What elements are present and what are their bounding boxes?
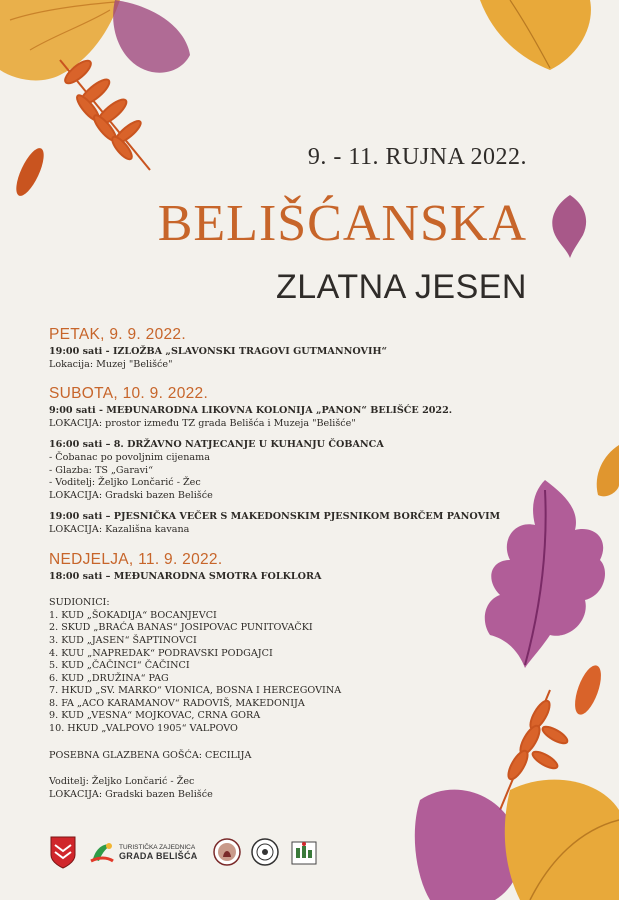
participant-item: 8. FA „ACO KARAMANOV“ RADOVIŠ, MAKEDONIJA	[49, 697, 305, 709]
event-detail: - Glazba: TS „Garavi“	[49, 464, 154, 476]
city-coat-of-arms-icon	[49, 835, 77, 869]
participant-item: 9. KUD „VESNA“ MOJKOVAC, CRNA GORA	[49, 710, 261, 722]
event-title: 16:00 sati – 8. DRŽAVNO NATJECANJE U KUHANJU ČOBANCA	[49, 439, 384, 451]
event-location: LOKACIJA: prostor između TZ grada Belišća i Muzeja "Belišće"	[49, 417, 356, 429]
autumn-leaf-top-right	[470, 0, 619, 80]
tourist-board-line1: TURISTIČKA ZAJEDNICA	[119, 844, 196, 851]
museum-seal-icon	[212, 837, 242, 867]
event-host: Voditelj: Željko Lončarić - Žec	[49, 776, 195, 788]
tourist-board-logo-icon	[89, 839, 115, 865]
day-heading-sunday: NEDJELJA, 11. 9. 2022.	[49, 550, 223, 568]
event-location: Lokacija: Muzej "Belišće"	[49, 358, 173, 370]
event-title: 19:00 sati - IZLOŽBA „SLAVONSKI TRAGOVI GUTMANNOVIH“	[49, 346, 388, 357]
participant-item: 5. KUD „ČAČINCI“ ČAČINCI	[49, 660, 190, 672]
event-title: 19:00 sati – PJESNIČKA VEČER S MAKEDONSKIM PJESNIKOM BORČEM PANOVIM	[49, 511, 501, 523]
event-location: LOKACIJA: Gradski bazen Belišće	[49, 489, 213, 501]
event-dates: 9. - 11. RUJNA 2022.	[307, 144, 527, 170]
participant-item: 2. SKUD „BRAĆA BANAS“ JOSIPOVAC PUNITOVAČKI	[49, 622, 313, 634]
event-detail: - Čobanac po povoljnim cijenama	[49, 451, 210, 463]
cultural-society-seal-icon	[250, 837, 280, 867]
theatre-logo-icon	[288, 836, 320, 868]
tourist-board-line2: GRADA BELIŠĆA	[119, 851, 198, 861]
participants-label: SUDIONICI:	[49, 597, 110, 609]
tourist-board-label	[119, 844, 198, 860]
event-location: LOKACIJA: Kazališna kavana	[49, 523, 190, 535]
page-subtitle: ZLATNA JESEN	[276, 268, 527, 306]
small-purple-leaf-right	[545, 190, 595, 260]
participant-item: 10. HKUD „VALPOVO 1905“ VALPOVO	[49, 723, 238, 735]
participant-item: 3. KUD „JASEN“ ŠAPTINOVCI	[49, 634, 197, 646]
event-location: LOKACIJA: Gradski bazen Belišće	[49, 788, 213, 800]
day-heading-saturday: SUBOTA, 10. 9. 2022.	[49, 385, 209, 403]
page-title: BELIŠĆANSKA	[157, 195, 527, 252]
sponsor-logos	[49, 832, 320, 872]
day-heading-friday: PETAK, 9. 9. 2022.	[49, 326, 186, 343]
participant-item: 7. HKUD „SV. MARKO“ VIONICA, BOSNA I HERCEGOVINA	[49, 685, 342, 697]
special-guest: POSEBNA GLAZBENA GOŠĆA: CECILIJA	[49, 749, 252, 761]
event-detail: - Voditelj: Željko Lončarić - Žec	[49, 477, 201, 489]
participant-item: 4. KUU „NAPREDAK“ PODRAVSKI PODGAJCI	[49, 647, 273, 659]
participant-item: 6. KUD „DRUŽINA“ PAG	[49, 672, 169, 684]
event-title: 18:00 sati – MEĐUNARODNA SMOTRA FOLKLORA	[49, 570, 322, 582]
program	[49, 326, 509, 801]
participant-item: 1. KUD „ŠOKADIJA“ BOCANJEVCI	[49, 609, 217, 621]
event-title: 9:00 sati - MEĐUNARODNA LIKOVNA KOLONIJA „PANON“ BELIŠĆE 2022.	[49, 405, 453, 417]
